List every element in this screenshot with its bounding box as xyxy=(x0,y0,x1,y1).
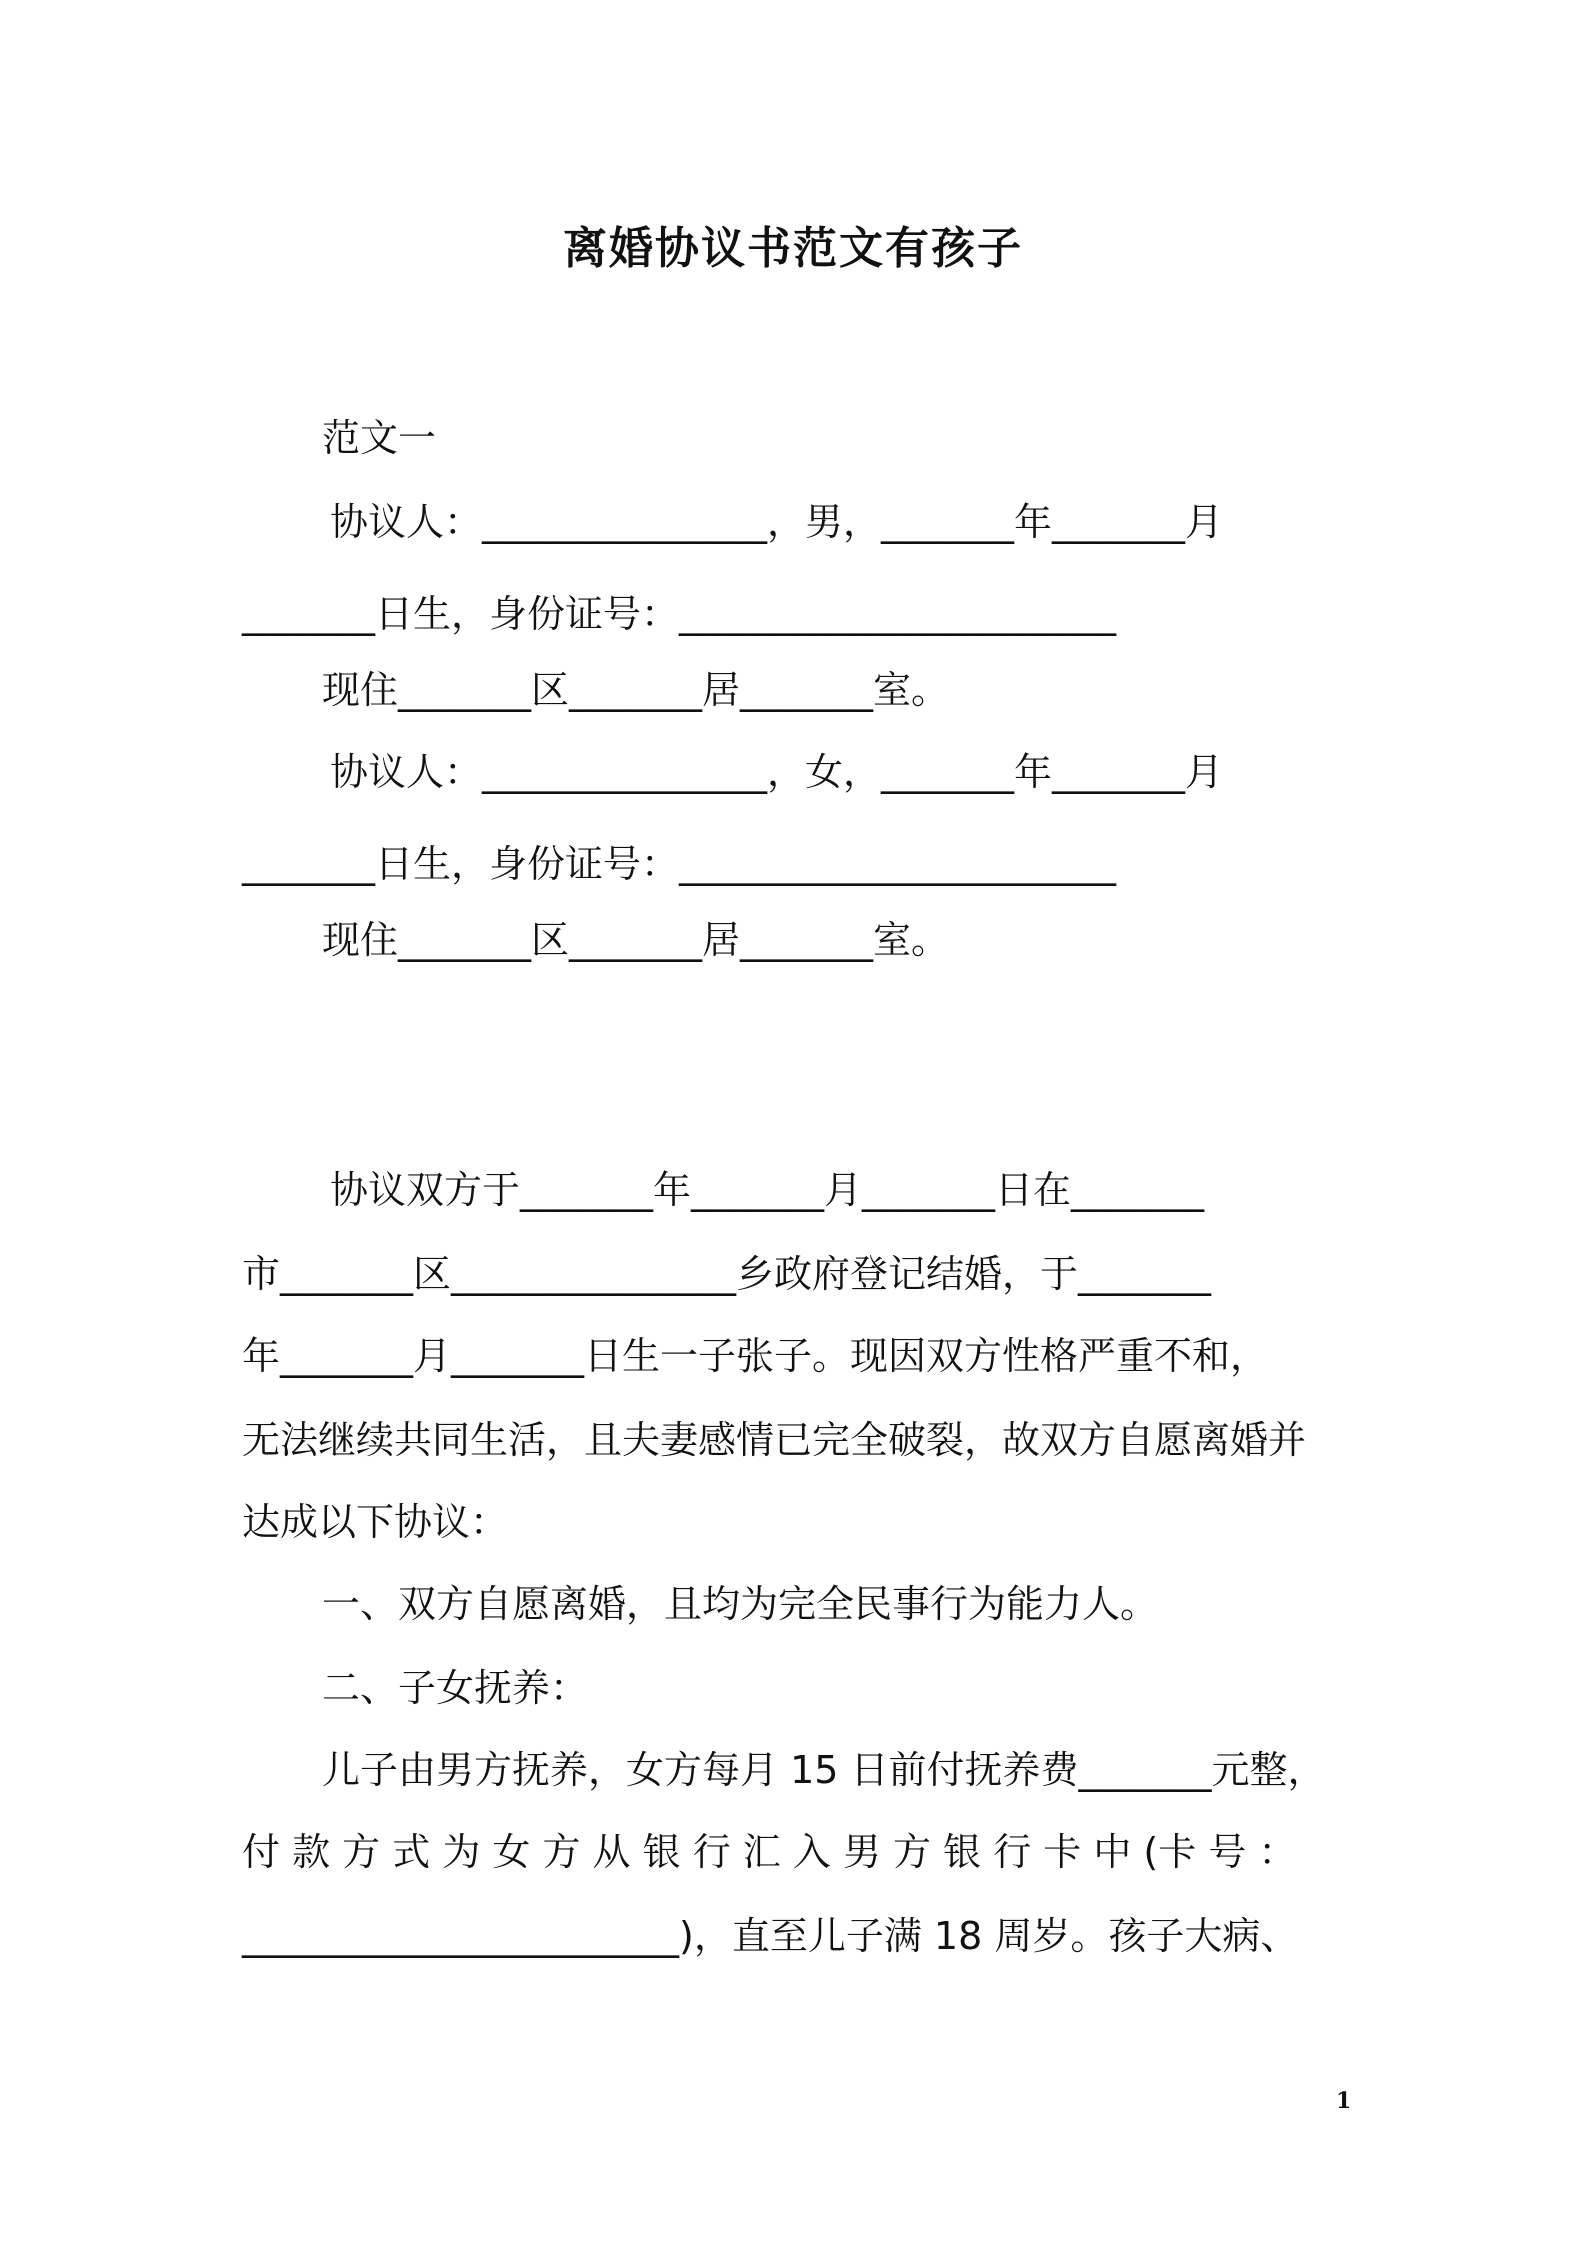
party1-line2: _______日生，身份证号：_______________________ xyxy=(242,592,1117,636)
page-number: 1 xyxy=(1336,2088,1352,2114)
section-heading: 范文一 xyxy=(322,416,437,460)
body-line-2: 市_______区_______________乡政府登记结婚，于_______ xyxy=(242,1252,1212,1296)
body-line-4: 无法继续共同生活，且夫妻感情已完全破裂，故双方自愿离婚并 xyxy=(242,1418,1307,1462)
document-title: 离婚协议书范文有孩子 xyxy=(563,223,1023,274)
party2-line3: 现住_______区_______居_______室。 xyxy=(322,918,950,962)
party2-line1: 协议人：_______________，女，_______年_______月 xyxy=(330,750,1224,794)
party1-line1: 协议人：_______________，男，_______年_______月 xyxy=(330,500,1224,544)
body-line-8: 儿子由男方抚养，女方每月 15 日前付抚养费_______元整， xyxy=(322,1748,1326,1792)
body-line-5: 达成以下协议： xyxy=(242,1500,509,1544)
party2-line2: _______日生，身份证号：_______________________ xyxy=(242,842,1117,886)
body-line-9: 付 款 方 式 为 女 方 从 银 行 汇 入 男 方 银 行 卡 中 (卡 号 ： xyxy=(242,1830,1297,1874)
clause-one: 一、双方自愿离婚，且均为完全民事行为能力人。 xyxy=(322,1582,1159,1626)
body-line-1: 协议双方于_______年_______月_______日在_______ xyxy=(330,1168,1205,1212)
clause-two-heading: 二、子女抚养： xyxy=(322,1666,589,1710)
body-line-3: 年_______月_______日生一子张子。现因双方性格严重不和， xyxy=(242,1334,1269,1378)
party1-line3: 现住_______区_______居_______室。 xyxy=(322,668,950,712)
body-line-10: _______________________)，直至儿子满 18 周岁。孩子大病、 xyxy=(242,1914,1299,1958)
